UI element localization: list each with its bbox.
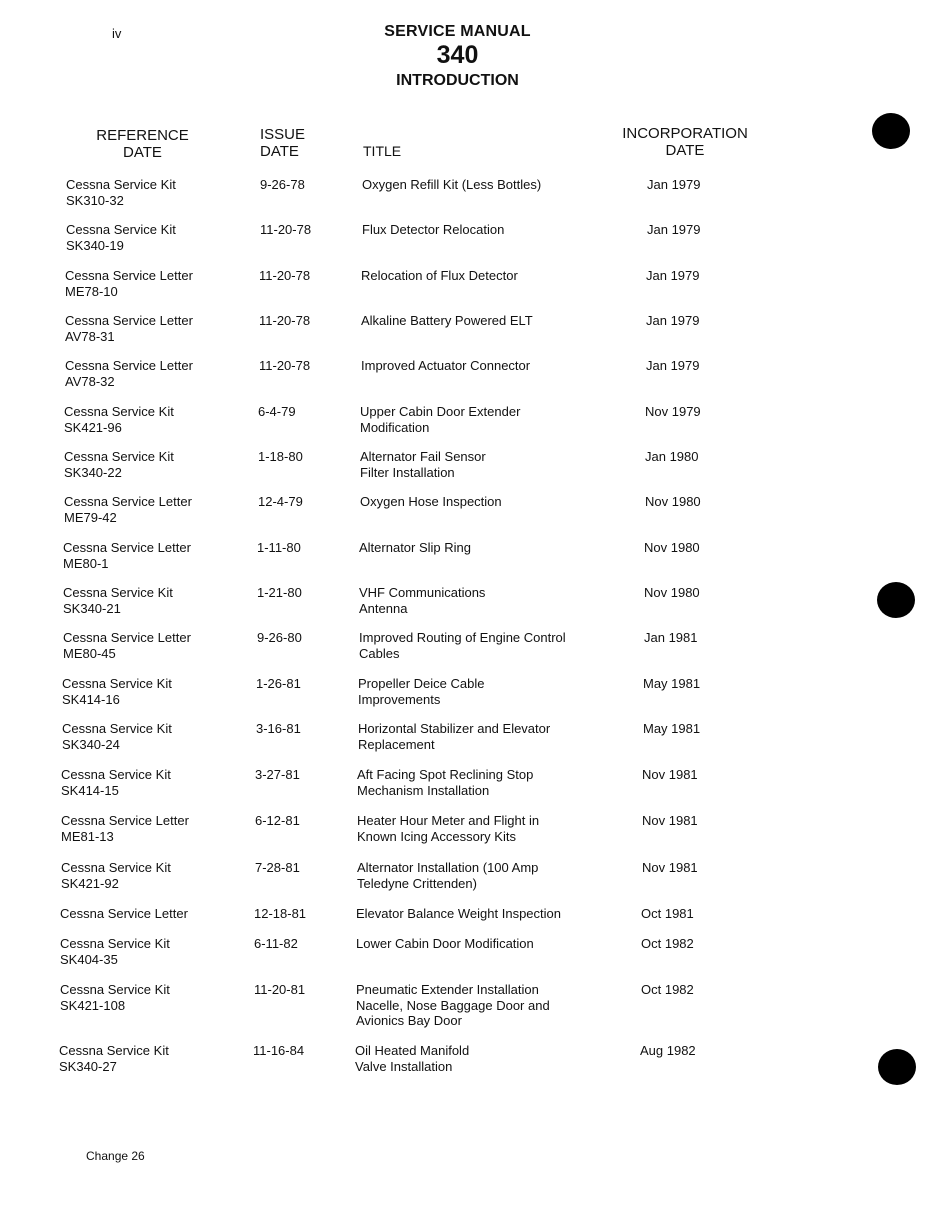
reference-cell	[65, 268, 193, 299]
model-number: 340	[436, 41, 479, 69]
title-line: Alternator Installation (100 Amp	[357, 860, 539, 875]
column-header-line: DATE	[260, 143, 299, 160]
reference-line: AV78-32	[65, 373, 115, 389]
reference-line: SK340-27	[59, 1058, 117, 1074]
title-cell	[358, 676, 484, 707]
incorporation-date-cell: Oct 1981	[641, 906, 694, 921]
title-cell	[360, 494, 502, 510]
reference-cell	[60, 982, 170, 1013]
reference-line: SK340-19	[66, 237, 124, 253]
title-cell	[357, 767, 533, 798]
title-line: Heater Hour Meter and Flight in	[357, 813, 540, 828]
title-line: Modification	[360, 419, 430, 435]
title-cell	[357, 813, 539, 844]
reference-cell	[66, 222, 176, 253]
reference-line: Cessna Service Letter	[60, 906, 188, 921]
title-cell	[359, 585, 485, 616]
incorporation-date-cell: Jan 1979	[647, 177, 701, 192]
reference-cell	[59, 1043, 169, 1074]
title-line: Relocation of Flux Detector	[361, 268, 518, 283]
reference-line: Cessna Service Kit	[60, 936, 170, 951]
reference-line: AV78-31	[65, 328, 115, 344]
column-header-line: REFERENCE	[96, 127, 189, 144]
issue-date-cell: 3-27-81	[255, 767, 300, 782]
reference-cell	[66, 177, 176, 208]
title-cell	[356, 906, 561, 922]
reference-cell	[64, 449, 174, 480]
title-line: Alternator Fail Sensor	[360, 449, 486, 464]
reference-line: Cessna Service Kit	[59, 1043, 169, 1058]
issue-date-cell: 1-11-80	[257, 540, 301, 555]
incorporation-date-cell: May 1981	[643, 676, 701, 691]
reference-line: Cessna Service Kit	[61, 860, 171, 875]
title-cell	[360, 449, 486, 480]
title-line: Oil Heated Manifold	[355, 1043, 470, 1058]
issue-date-cell: 9-26-78	[260, 177, 305, 192]
reference-line: Cessna Service Kit	[62, 676, 172, 691]
reference-line: SK414-16	[62, 691, 120, 707]
title-cell	[355, 1043, 469, 1074]
issue-date-cell: 1-21-80	[257, 585, 302, 600]
incorporation-date-cell: May 1981	[643, 721, 701, 736]
incorporation-date-cell: Nov 1981	[642, 813, 698, 828]
title-cell	[361, 358, 530, 374]
reference-line: Cessna Service Kit	[62, 721, 172, 736]
reference-line: Cessna Service Kit	[66, 177, 176, 192]
reference-cell	[65, 313, 193, 344]
issue-date-cell: 11-20-78	[259, 268, 311, 283]
reference-line: Cessna Service Kit	[64, 449, 174, 464]
reference-line: Cessna Service Letter	[61, 813, 189, 828]
reference-cell	[63, 540, 191, 571]
binder-hole-icon	[878, 1049, 916, 1085]
reference-line: ME80-45	[63, 645, 116, 661]
title-cell	[356, 936, 534, 952]
reference-line: SK421-108	[60, 997, 126, 1013]
column-header-incorporation-date	[610, 125, 760, 159]
issue-date-cell: 11-20-78	[259, 313, 311, 328]
column-header-title: TITLE	[363, 143, 402, 159]
section-title: INTRODUCTION	[396, 72, 519, 89]
reference-line: ME78-10	[65, 283, 118, 299]
column-header-issue-date	[260, 126, 304, 160]
issue-date-cell: 7-28-81	[255, 860, 300, 875]
page-number: iv	[112, 26, 122, 41]
incorporation-date-cell: Nov 1981	[642, 860, 698, 875]
title-line: Teledyne Crittenden)	[357, 875, 477, 891]
column-header-reference-date	[80, 127, 205, 161]
title-line: Lower Cabin Door Modification	[356, 936, 534, 951]
reference-line: Cessna Service Letter	[65, 313, 193, 328]
binder-hole-icon	[877, 582, 915, 618]
reference-line: Cessna Service Letter	[65, 358, 193, 373]
title-cell	[361, 268, 518, 284]
incorporation-date-cell: Jan 1980	[645, 449, 699, 464]
title-cell	[361, 313, 533, 329]
title-cell	[357, 860, 538, 891]
reference-cell	[61, 860, 171, 891]
title-cell	[358, 721, 550, 752]
title-line: Alkaline Battery Powered ELT	[361, 313, 533, 328]
reference-line: SK340-21	[63, 600, 121, 616]
title-cell	[359, 630, 566, 661]
reference-line: ME80-1	[63, 555, 109, 571]
reference-line: Cessna Service Kit	[63, 585, 173, 600]
reference-line: Cessna Service Letter	[65, 268, 193, 283]
column-header-line: DATE	[665, 142, 705, 159]
issue-date-cell: 11-20-78	[260, 222, 312, 237]
issue-date-cell: 11-20-81	[254, 982, 306, 997]
title-line: Horizontal Stabilizer and Elevator	[358, 721, 551, 736]
reference-line: SK340-24	[62, 736, 120, 752]
reference-line: Cessna Service Letter	[63, 540, 191, 555]
issue-date-cell: 9-26-80	[257, 630, 302, 645]
column-header-line: DATE	[123, 144, 162, 161]
incorporation-date-cell: Nov 1980	[644, 585, 700, 600]
title-line: Aft Facing Spot Reclining Stop	[357, 767, 534, 782]
issue-date-cell: 12-4-79	[258, 494, 303, 509]
incorporation-date-cell: Jan 1979	[646, 313, 700, 328]
incorporation-date-cell: Aug 1982	[640, 1043, 696, 1058]
title-cell	[362, 222, 504, 238]
reference-line: ME79-42	[64, 509, 117, 525]
reference-line: SK421-92	[61, 875, 119, 891]
title-cell	[360, 404, 520, 435]
title-cell	[359, 540, 471, 556]
title-line: Antenna	[359, 600, 408, 616]
column-header-line: ISSUE	[260, 126, 306, 143]
title-line: Flux Detector Relocation	[362, 222, 505, 237]
incorporation-date-cell: Jan 1979	[646, 268, 700, 283]
reference-line: SK340-22	[64, 464, 122, 480]
title-line: Improved Routing of Engine Control	[359, 630, 566, 645]
title-line: Valve Installation	[355, 1058, 453, 1074]
issue-date-cell: 6-12-81	[255, 813, 300, 828]
reference-cell	[61, 813, 189, 844]
change-number: Change 26	[86, 1149, 145, 1163]
column-header-line: INCORPORATION	[622, 125, 748, 142]
reference-line: SK421-96	[64, 419, 122, 435]
reference-line: Cessna Service Letter	[64, 494, 192, 509]
incorporation-date-cell: Jan 1979	[647, 222, 701, 237]
title-cell	[362, 177, 541, 193]
reference-cell	[61, 767, 171, 798]
issue-date-cell: 1-26-81	[256, 676, 301, 691]
title-line: Propeller Deice Cable	[358, 676, 485, 691]
reference-line: SK404-35	[60, 951, 118, 967]
title-line: Avionics Bay Door	[356, 1013, 462, 1028]
title-line: Oxygen Refill Kit (Less Bottles)	[362, 177, 542, 192]
title-line: Elevator Balance Weight Inspection	[356, 906, 561, 921]
reference-line: SK310-32	[66, 192, 124, 208]
issue-date-cell: 11-20-78	[259, 358, 311, 373]
reference-cell	[64, 494, 192, 525]
issue-date-cell: 3-16-81	[256, 721, 301, 736]
incorporation-date-cell: Oct 1982	[641, 936, 694, 951]
title-line: Improved Actuator Connector	[361, 358, 531, 373]
reference-line: Cessna Service Kit	[60, 982, 170, 997]
title-line: Filter Installation	[360, 464, 455, 480]
issue-date-cell: 6-11-82	[254, 936, 298, 951]
incorporation-date-cell: Nov 1980	[644, 540, 700, 555]
reference-cell	[64, 404, 174, 435]
reference-line: Cessna Service Kit	[61, 767, 171, 782]
reference-cell	[60, 936, 170, 967]
title-line: Alternator Slip Ring	[359, 540, 471, 555]
incorporation-date-cell: Jan 1979	[646, 358, 700, 373]
title-line: Cables	[359, 645, 400, 661]
reference-cell	[63, 630, 191, 661]
title-line: Improvements	[358, 691, 441, 707]
title-line: Replacement	[358, 736, 435, 752]
title-line: Upper Cabin Door Extender	[360, 404, 521, 419]
reference-cell	[60, 906, 188, 922]
title-line: Mechanism Installation	[357, 782, 490, 798]
title-line: Pneumatic Extender Installation	[356, 982, 539, 997]
reference-line: ME81-13	[61, 828, 114, 844]
manual-title: SERVICE MANUAL	[384, 23, 531, 40]
title-line: VHF Communications	[359, 585, 486, 600]
issue-date-cell: 1-18-80	[258, 449, 303, 464]
title-cell	[356, 982, 550, 1029]
reference-line: Cessna Service Letter	[63, 630, 191, 645]
issue-date-cell: 12-18-81	[254, 906, 307, 921]
incorporation-date-cell: Nov 1981	[642, 767, 698, 782]
incorporation-date-cell: Nov 1979	[645, 404, 701, 419]
title-line: Nacelle, Nose Baggage Door and	[356, 997, 550, 1013]
issue-date-cell: 11-16-84	[253, 1043, 305, 1058]
issue-date-cell: 6-4-79	[258, 404, 296, 419]
reference-line: Cessna Service Kit	[66, 222, 176, 237]
binder-hole-icon	[872, 113, 910, 149]
title-line: Known Icing Accessory Kits	[357, 828, 516, 844]
incorporation-date-cell: Jan 1981	[644, 630, 698, 645]
reference-cell	[62, 721, 172, 752]
reference-cell	[63, 585, 173, 616]
reference-line: Cessna Service Kit	[64, 404, 174, 419]
reference-cell	[62, 676, 172, 707]
reference-cell	[65, 358, 193, 389]
reference-line: SK414-15	[61, 782, 119, 798]
incorporation-date-cell: Oct 1982	[641, 982, 694, 997]
title-line: Oxygen Hose Inspection	[360, 494, 502, 509]
incorporation-date-cell: Nov 1980	[645, 494, 701, 509]
